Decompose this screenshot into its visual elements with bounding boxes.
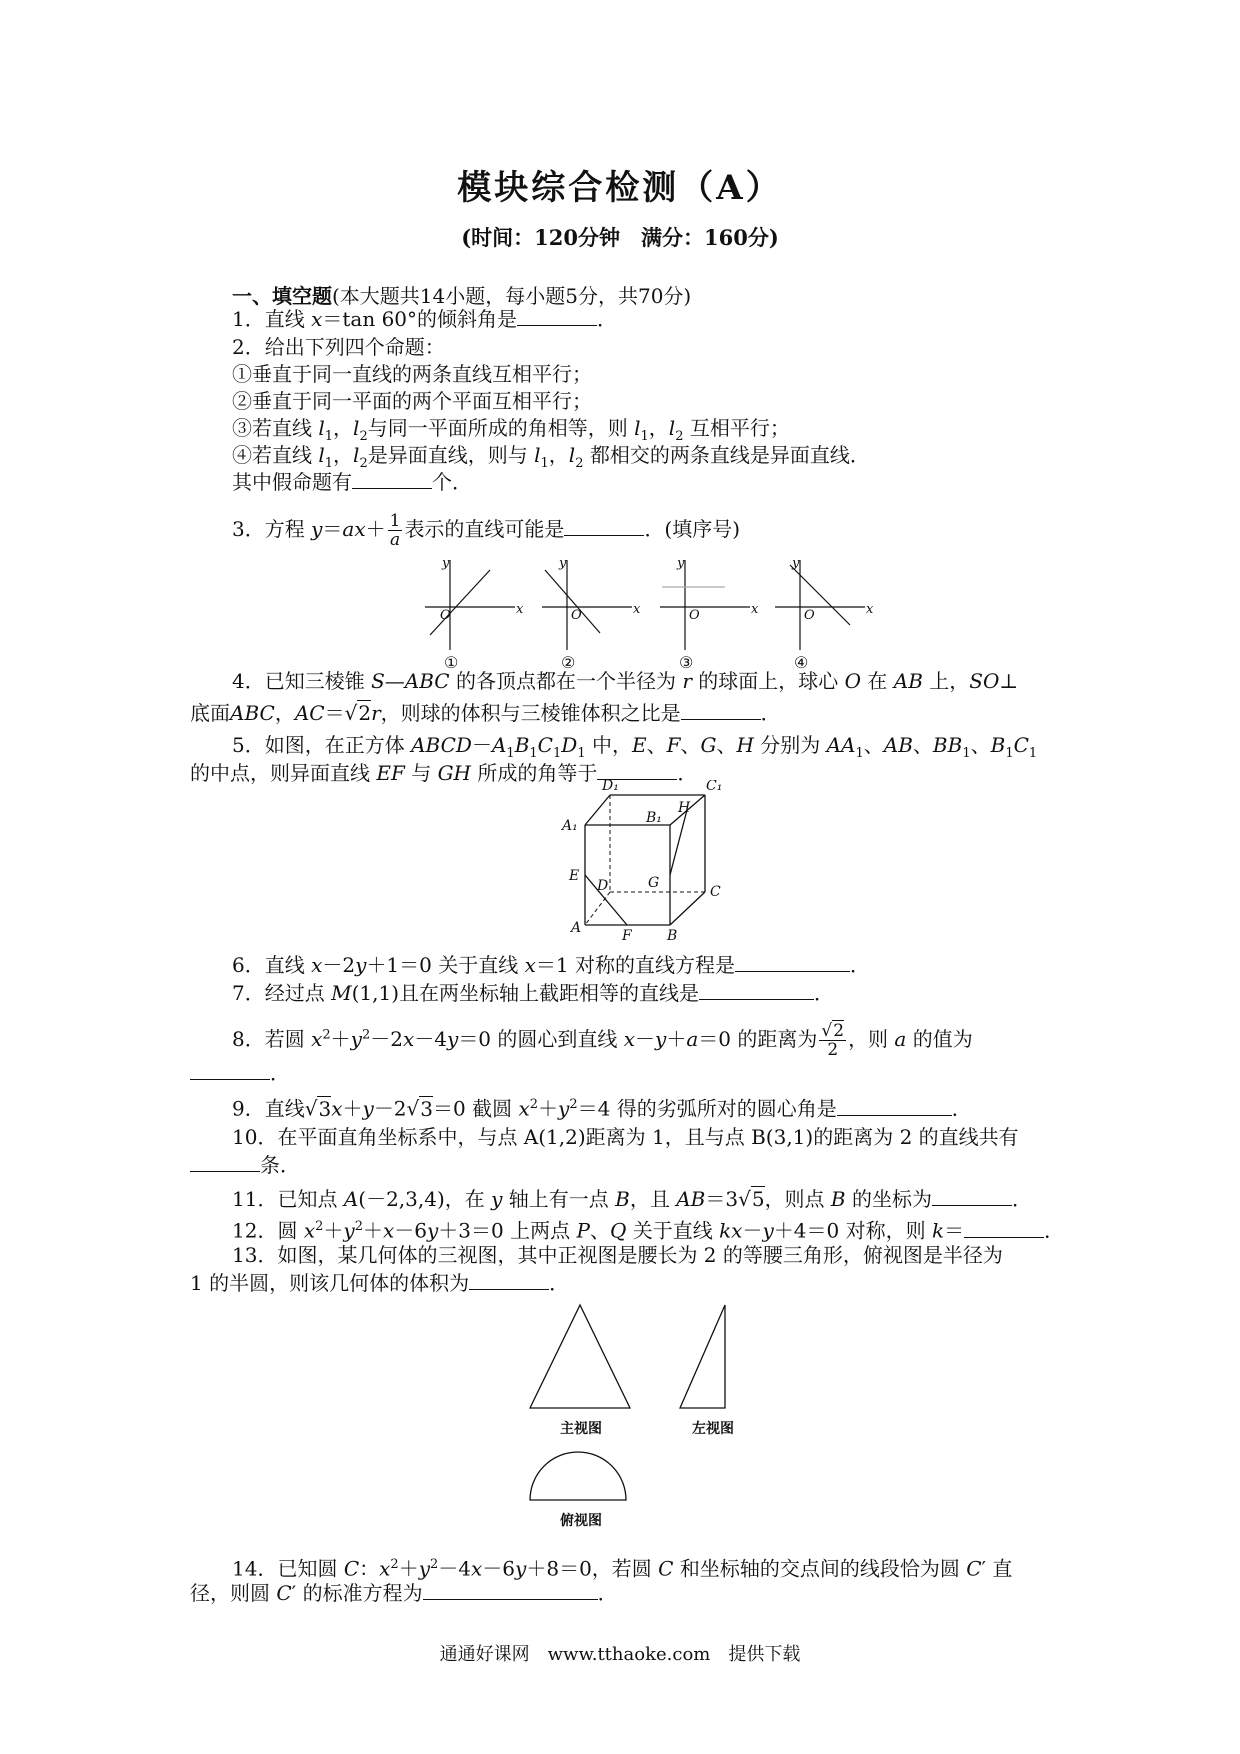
question-14-line-1: 14．已知圆 C：$x^2+y^2-4x-6y+8=0$，若圆 C 和坐标轴的交点间的线段恰为圆 C′ 直: [232, 1556, 1013, 1581]
question-1: 1．直线 x＝tan 60°的倾斜角是 ．: [232, 307, 618, 331]
question-5-line-2: 的中点，则异面直线 EF 与 GH 所成的角等于 ．: [190, 761, 698, 785]
graph-option-1: [425, 560, 515, 650]
top-view-label: 俯视图: [560, 1513, 602, 1529]
answer-blank: [190, 1153, 260, 1172]
side-view-triangle: [680, 1305, 725, 1408]
graph-option-2: [542, 560, 632, 650]
question-10-line-2: 条．: [190, 1152, 300, 1178]
vertex-label-C1: C₁: [706, 780, 723, 794]
front-view-label: 主视图: [560, 1421, 602, 1437]
question-4-line-2: 底面ABC，AC＝√2r，则球的体积与三棱锥体积之比是 ．: [190, 701, 781, 725]
answer-blank: [469, 1271, 549, 1290]
axis-y-label: y: [442, 556, 450, 571]
point-label-E: E: [569, 868, 580, 884]
answer-blank: [564, 517, 644, 536]
page-title: 模块综合检测（A）: [457, 168, 783, 208]
question-9: 9．直线√3x＋y－2√3＝0 截圆 $x^2+y^2=4$ 得的劣弧所对的圆心角是 ．: [232, 1096, 972, 1121]
vertex-label-D: D: [597, 878, 609, 894]
axis-y-label: y: [792, 556, 800, 571]
question-2-tail: 其中假命题有 个．: [232, 470, 472, 494]
option-label-2: ②: [561, 653, 576, 672]
vertex-label-B1: B₁: [646, 810, 662, 826]
question-8-tail: ．: [190, 1060, 290, 1086]
question-11: 11．已知点 A(－2,3,4)，在 y 轴上有一点 B，且 AB＝3√5，则点 B 的坐标为 ．: [232, 1187, 1032, 1211]
origin-label: O: [689, 608, 700, 623]
section-heading: 一、填空题(本大题共14小题，每小题5分，共70分): [232, 284, 692, 308]
side-view-label: 左视图: [692, 1421, 734, 1437]
option-label-3: ③: [679, 653, 694, 672]
point-label-F: F: [622, 928, 632, 940]
proposition-2: ②垂直于同一平面的两个平面互相平行；: [232, 389, 592, 413]
axis-y-label: y: [559, 556, 567, 571]
question-8: 8．若圆 $x^2+y^2-2x-4y=0$ 的圆心到直线 x－y＋a＝0 的距离为 $\frac{√2}{2}$ ，则 a 的值为: [232, 1021, 973, 1060]
exam-info: (时间：120分钟 满分：160分): [461, 225, 779, 250]
question-7: 7．经过点 M(1,1)且在两坐标轴上截距相等的直线是 ．: [232, 981, 834, 1005]
question-12: 12．圆 $x^2+y^2+x-6y+3=0$ 上两点 P、Q 关于直线 kx－y＋4＝0 对称，则 k＝ ．: [232, 1218, 1065, 1243]
answer-blank: [837, 1097, 952, 1116]
question-13-line-1: 13．如图，某几何体的三视图，其中正视图是腰长为 2 的等腰三角形，俯视图是半径为: [232, 1243, 1003, 1267]
question-13-line-2: 1 的半圆，则该几何体的体积为 ．: [190, 1271, 570, 1295]
proposition-1: ①垂直于同一直线的两条直线互相平行；: [232, 362, 592, 386]
front-view-triangle: [530, 1305, 630, 1408]
footer-source: 通通好课网 www.tthaoke.com 提供下载: [439, 1644, 801, 1665]
option-label-1: ①: [444, 653, 459, 672]
question-6: 6．直线 x－2y＋1＝0 关于直线 x＝1 对称的直线方程是 ．: [232, 953, 870, 977]
cube-figure: [560, 780, 745, 940]
origin-label: O: [440, 608, 451, 623]
answer-blank: [932, 1187, 1012, 1206]
vertex-label-A1: A₁: [562, 818, 578, 834]
vertex-label-C: C: [710, 884, 721, 900]
axis-x-label: x: [751, 602, 759, 617]
question-3: 3．方程 y＝ax＋ $\frac{1}{a}$ 表示的直线可能是 ．(填序号): [232, 511, 741, 550]
answer-blank: [352, 470, 432, 489]
question-5-line-1: 5．如图，在正方体 $ABCD-A_1B_1C_1D_1$ 中，E、F、G、H 分别为 $AA_1$、AB、$BB_1$、$B_1C_1$: [232, 733, 1038, 761]
axis-y-label: y: [677, 556, 685, 571]
answer-blank: [597, 761, 677, 780]
proposition-4: ④若直线 $l_1$，$l_2$是异面直线，则与 $l_1$，$l_2$ 都相交的两条直线是异面直线．: [232, 443, 870, 471]
axis-x-label: x: [866, 602, 874, 617]
vertex-label-D1: D₁: [602, 780, 619, 794]
axis-x-label: x: [516, 602, 524, 617]
answer-blank: [681, 701, 761, 720]
vertex-label-A: A: [571, 920, 582, 936]
point-label-G: G: [648, 875, 660, 891]
answer-blank: [423, 1581, 598, 1600]
vertex-label-B: B: [667, 928, 678, 940]
question-4-line-1: 4．已知三棱锥 S—ABC 的各顶点都在一个半径为 r 的球面上，球心 O 在 AB 上，SO⊥: [232, 669, 1019, 693]
question-14-line-2: 径，则圆 C′ 的标准方程为 ．: [190, 1581, 618, 1605]
answer-blank: [964, 1219, 1044, 1238]
graph-option-3: [660, 560, 750, 650]
proposition-3: ③若直线 $l_1$，$l_2$与同一平面所成的角相等，则 $l_1$，$l_2$ 互相平行；: [232, 416, 790, 444]
origin-label: O: [571, 608, 582, 623]
option-label-4: ④: [794, 653, 809, 672]
answer-blank: [699, 981, 814, 1000]
origin-label: O: [804, 608, 815, 623]
answer-blank: [190, 1061, 270, 1080]
top-view-semicircle: [530, 1452, 626, 1500]
answer-blank: [517, 307, 597, 326]
point-label-H: H: [678, 800, 691, 816]
axis-x-label: x: [633, 602, 641, 617]
graph-option-4: [775, 560, 865, 650]
question-2-stem: 2．给出下列四个命题：: [232, 335, 445, 359]
question-10-line-1: 10．在平面直角坐标系中，与点 A(1,2)距离为 1，且与点 B(3,1)的距离为 2 的直线共有: [232, 1125, 1019, 1149]
answer-blank: [735, 953, 850, 972]
three-views-figure: [520, 1300, 780, 1540]
q3-graph-options: [420, 555, 880, 675]
